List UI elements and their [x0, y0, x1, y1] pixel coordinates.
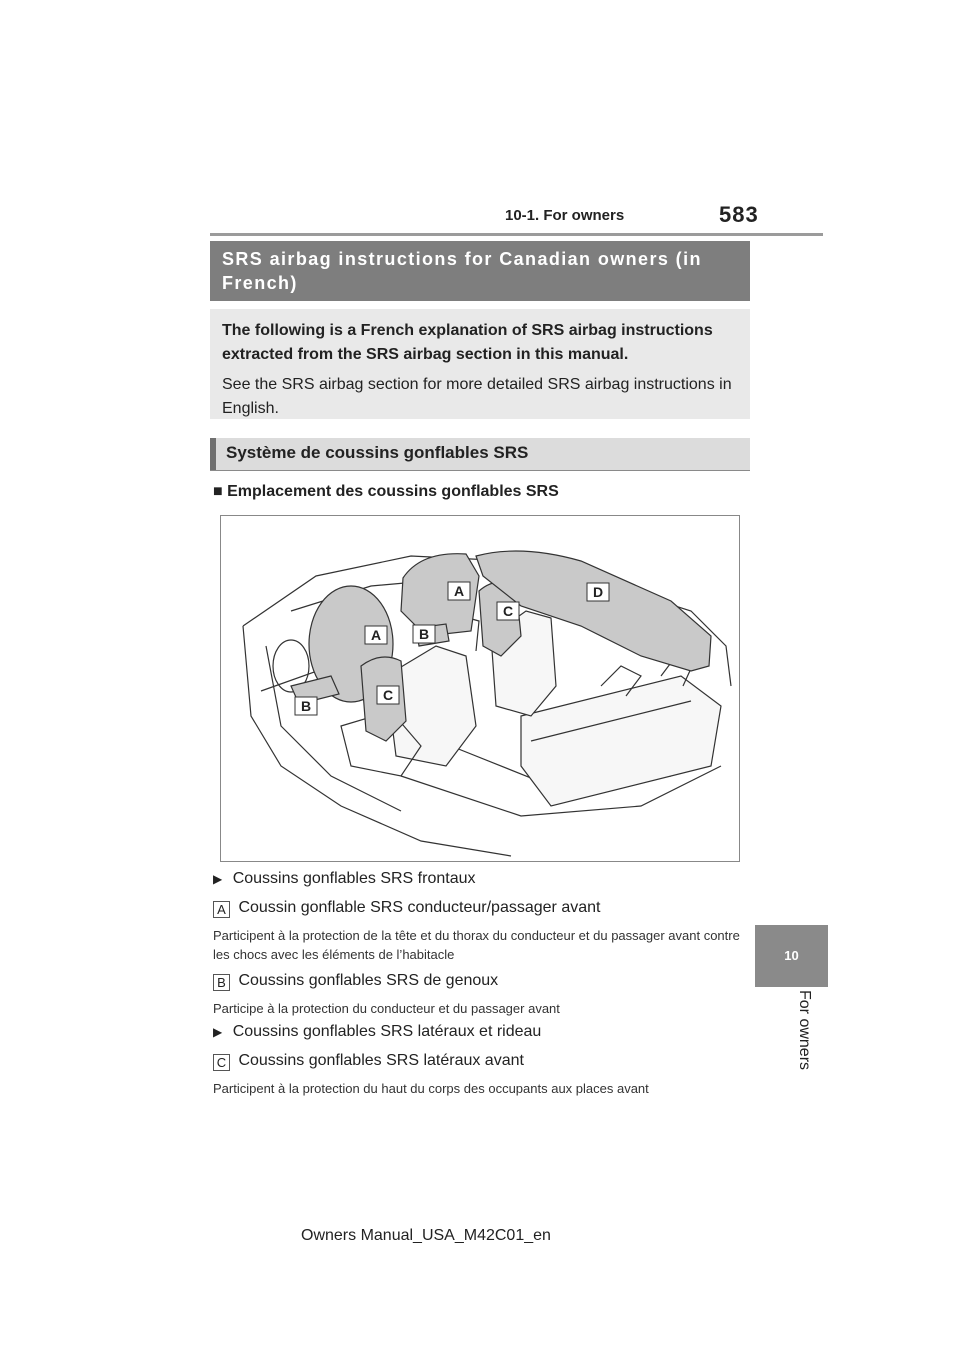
letter-b-box: B: [213, 974, 230, 991]
airbag-location-figure: [220, 515, 740, 862]
bullet-heading-text: Emplacement des coussins gonflables SRS: [227, 483, 559, 500]
item-c-description: Participent à la protection du haut du corps des occupants aux places avant: [213, 1081, 649, 1096]
side-curtain-airbags-item: [213, 1023, 541, 1041]
triangle-bullet-icon: ▶: [213, 872, 223, 886]
running-header-section: 10-1. For owners: [505, 207, 625, 224]
bullet-heading: [213, 483, 559, 501]
letter-c-box: C: [213, 1054, 230, 1071]
intro-bold-text: The following is a French explanation of SRS airbag instructions extracted from the SRS airbag section in this manual.: [222, 322, 713, 363]
label-c-driver: C: [383, 687, 394, 703]
frontal-airbags-text: Coussins gonflables SRS frontaux: [232, 870, 476, 887]
label-c-passenger: C: [503, 603, 514, 619]
label-b-passenger: B: [419, 626, 430, 642]
item-a: [213, 899, 600, 918]
car-interior-illustration: [221, 516, 739, 861]
subsection-divider: [210, 470, 750, 471]
intro-box: [210, 309, 750, 419]
section-title: SRS airbag instructions for Canadian owners (in French): [210, 241, 750, 301]
side-curtain-airbags-text: Coussins gonflables SRS latéraux et rideau: [232, 1023, 542, 1040]
item-b-title: Coussins gonflables SRS de genoux: [238, 972, 499, 989]
label-a-passenger: A: [454, 583, 465, 599]
chapter-side-label: For owners: [796, 990, 813, 1071]
triangle-bullet-icon: ▶: [213, 1025, 223, 1039]
page-number: 583: [719, 202, 759, 227]
label-d-curtain: D: [593, 584, 604, 600]
square-bullet-icon: ■: [213, 483, 223, 500]
header-divider: [210, 233, 823, 236]
item-b-description: Participe à la protection du conducteur et du passager avant: [213, 1001, 560, 1016]
item-c-title: Coussins gonflables SRS latéraux avant: [238, 1052, 524, 1069]
letter-a-box: A: [213, 901, 230, 918]
subsection-title: Système de coussins gonflables SRS: [210, 438, 750, 470]
frontal-airbags-item: [213, 870, 475, 888]
intro-normal-text: See the SRS airbag section for more detailed SRS airbag instructions in English.: [222, 376, 732, 417]
chapter-tab: 10: [755, 925, 828, 987]
label-a-driver: A: [371, 627, 382, 643]
item-a-title: Coussin gonflable SRS conducteur/passager avant: [238, 899, 601, 916]
item-a-description: Participent à la protection de la tête et du thorax du conducteur et du passager avant contre les chocs avec les éléments de l’habitacle: [213, 928, 740, 962]
footer-manual-id: Owners Manual_USA_M42C01_en: [301, 1227, 551, 1244]
label-b-driver: B: [301, 698, 312, 714]
item-c: [213, 1052, 524, 1071]
item-b: [213, 972, 498, 991]
